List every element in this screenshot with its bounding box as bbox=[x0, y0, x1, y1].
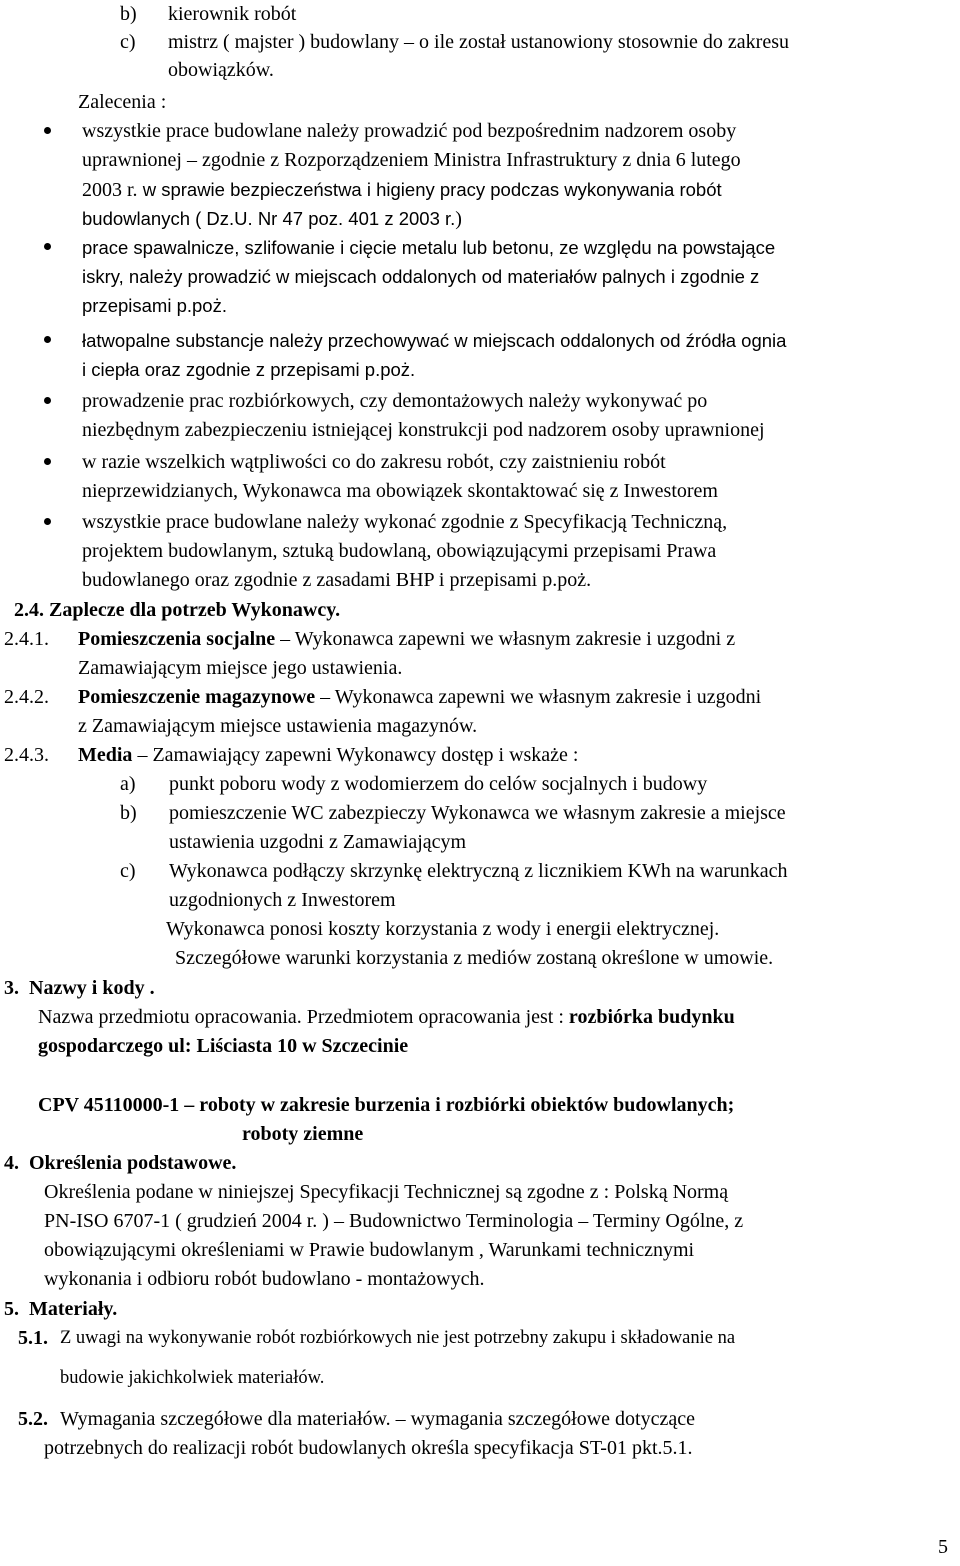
bullet-text: nieprzewidzianych, Wykonawca ma obowiązek skontaktować się z Inwestorem bbox=[82, 480, 718, 502]
subsection-number: 2.4.1. bbox=[4, 628, 49, 650]
bullet-text: 2003 r. w sprawie bezpieczeństwa i higieny pracy podczas wykonywania robót bbox=[82, 179, 722, 201]
list-text: mistrz ( majster ) budowlany – o ile został ustanowiony stosownie do zakresu bbox=[168, 31, 789, 53]
section-heading: 2.4. Zaplecze dla potrzeb Wykonawcy. bbox=[14, 599, 341, 621]
bullet-text: niezbędnym zabezpieczeniu istniejącej konstrukcji pod nadzorem osoby uprawnionej bbox=[82, 419, 765, 441]
list-text: obowiązków. bbox=[168, 59, 274, 81]
list-text: punkt poboru wody z wodomierzem do celów socjalnych i budowy bbox=[169, 773, 708, 795]
subsection-text: Media – Zamawiający zapewni Wykonawcy dostęp i wskaże : bbox=[78, 744, 579, 766]
subsection-number: 2.4.2. bbox=[4, 686, 49, 708]
list-text: kierownik robót bbox=[168, 3, 297, 25]
list-marker: c) bbox=[120, 31, 136, 53]
page-number: 5 bbox=[938, 1536, 948, 1558]
note-text: Szczegółowe warunki korzystania z mediów zostaną określone w umowie. bbox=[175, 947, 774, 969]
bullet-icon bbox=[44, 336, 51, 343]
note-text: Wykonawca ponosi koszty korzystania z wody i energii elektrycznej. bbox=[166, 918, 720, 940]
paragraph-text: wykonania i odbioru robót budowlano - montażowych. bbox=[44, 1268, 485, 1290]
subsection-number: 5.1. bbox=[18, 1327, 48, 1349]
subsection-text: Zamawiającym miejsce jego ustawienia. bbox=[78, 657, 403, 679]
paragraph-text: Nazwa przedmiotu opracowania. Przedmiotem opracowania jest : rozbiórka budynku bbox=[38, 1006, 735, 1028]
paragraph-text: obowiązującymi określeniami w Prawie budowlanym , Warunkami technicznymi bbox=[44, 1239, 695, 1261]
list-text: uzgodnionych z Inwestorem bbox=[169, 889, 396, 911]
bullet-icon bbox=[44, 518, 51, 525]
paragraph-text: potrzebnych do realizacji robót budowlanych określa specyfikacja ST-01 pkt.5.1. bbox=[44, 1437, 693, 1459]
list-text: pomieszczenie WC zabezpieczy Wykonawca we własnym zakresie a miejsce bbox=[169, 802, 786, 824]
paragraph-text: Z uwagi na wykonywanie robót rozbiórkowych nie jest potrzebny zakupu i składowanie na bbox=[60, 1328, 736, 1348]
bullet-text: prowadzenie prac rozbiórkowych, czy demontażowych należy wykonywać po bbox=[82, 390, 708, 412]
paragraph-text: Określenia podane w niniejszej Specyfikacji Technicznej są zgodne z : Polską Normą bbox=[44, 1181, 729, 1203]
list-marker: a) bbox=[120, 773, 136, 795]
section-heading: 4. Określenia podstawowe. bbox=[4, 1152, 237, 1174]
section-heading: 3. Nazwy i kody . bbox=[4, 977, 155, 999]
subsection-text: z Zamawiającym miejsce ustawienia magazynów. bbox=[78, 715, 478, 737]
bullet-icon bbox=[44, 458, 51, 465]
list-marker: c) bbox=[120, 860, 136, 882]
recommendations-heading: Zalecenia : bbox=[78, 91, 167, 113]
bullet-text: wszystkie prace budowlane należy wykonać zgodnie z Specyfikacją Techniczną, bbox=[82, 511, 728, 533]
bullet-text: iskry, należy prowadzić w miejscach oddalonych od materiałów palnych i zgodnie z bbox=[82, 266, 760, 287]
bullet-text: łatwopalne substancje należy przechowywać w miejscach oddalonych od źródła ognia bbox=[82, 330, 787, 351]
bullet-icon bbox=[44, 243, 51, 250]
bullet-text: prace spawalnicze, szlifowanie i cięcie metalu lub betonu, ze względu na powstające bbox=[82, 237, 776, 258]
bullet-text: budowlanych ( Dz.U. Nr 47 poz. 401 z 2003 r.) bbox=[82, 208, 462, 230]
bullet-text: wszystkie prace budowlane należy prowadzić pod bezpośrednim nadzorem osoby bbox=[82, 120, 737, 142]
bullet-icon bbox=[44, 127, 51, 134]
cpv-code: CPV 45110000-1 – roboty w zakresie burzenia i rozbiórki obiektów budowlanych; bbox=[38, 1094, 735, 1116]
bullet-text: i ciepła oraz zgodnie z przepisami p.poż. bbox=[82, 359, 416, 380]
bullet-icon bbox=[44, 397, 51, 404]
list-text: Wykonawca podłączy skrzynkę elektryczną z licznikiem KWh na warunkach bbox=[169, 860, 788, 882]
paragraph-text: Wymagania szczegółowe dla materiałów. – wymagania szczegółowe dotyczące bbox=[60, 1408, 695, 1430]
subsection-number: 2.4.3. bbox=[4, 744, 49, 766]
subsection-text: Pomieszczenie magazynowe – Wykonawca zapewni we własnym zakresie i uzgodni bbox=[78, 686, 762, 708]
bullet-text: projektem budowlanym, sztuką budowlaną, obowiązującymi przepisami Prawa bbox=[82, 540, 717, 562]
section-heading: 5. Materiały. bbox=[4, 1298, 118, 1320]
list-marker: b) bbox=[120, 3, 137, 25]
list-text: ustawienia uzgodni z Zamawiającym bbox=[169, 831, 467, 853]
cpv-code: roboty ziemne bbox=[242, 1123, 364, 1145]
bullet-text: w razie wszelkich wątpliwości co do zakresu robót, czy zaistnieniu robót bbox=[82, 451, 666, 473]
paragraph-text: budowie jakichkolwiek materiałów. bbox=[60, 1368, 325, 1388]
subsection-number: 5.2. bbox=[18, 1408, 48, 1430]
paragraph-text: gospodarczego ul: Liściasta 10 w Szczecinie bbox=[38, 1035, 409, 1057]
subsection-text: Pomieszczenia socjalne – Wykonawca zapewni we własnym zakresie i uzgodni z bbox=[78, 628, 736, 650]
bullet-text: przepisami p.poż. bbox=[82, 295, 227, 316]
bullet-text: uprawnionej – zgodnie z Rozporządzeniem Ministra Infrastruktury z dnia 6 lutego bbox=[82, 149, 741, 171]
bullet-text: budowlanego oraz zgodnie z zasadami BHP i przepisami p.poż. bbox=[82, 569, 592, 591]
list-marker: b) bbox=[120, 802, 137, 824]
paragraph-text: PN-ISO 6707-1 ( grudzień 2004 r. ) – Budownictwo Terminologia – Terminy Ogólne, z bbox=[44, 1210, 744, 1232]
